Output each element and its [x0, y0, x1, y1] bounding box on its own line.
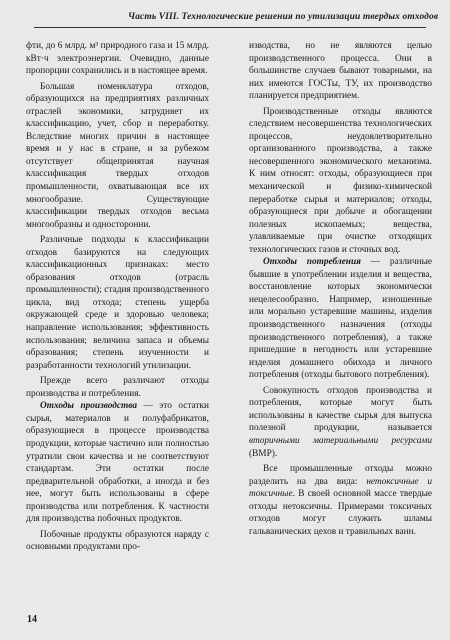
- term-secondary-resources: вторичными материальными ресурсами: [249, 435, 432, 446]
- paragraph: Различные подходы к классификации отходов базируются на следующих классификационных признаках: место образования отходов (отрасль промышленности); стадия производственного цикла, вид отхода; степень ущерба окружающей среде и здоровью человека; направление использования; эффективность использования; величина запаса и объемы образования; степень изученности и разработанности технологий утилизации.: [26, 235, 209, 371]
- paragraph: фти, до 6 млрд. м³ природного газа и 15 млрд. кВт·ч электроэнергии. Очевидно, данные пропорции сохранились и в настоящее время.: [26, 41, 209, 77]
- paragraph-production-waste: [26, 400, 209, 525]
- paragraph-secondary-resources: [249, 385, 432, 460]
- paragraph: Побочные продукты образуются наряду с основными продуктами про-: [26, 529, 209, 553]
- paragraph-text: Все промышленные отходы можно разделить на два вида:: [249, 464, 432, 487]
- term-consumption-waste: Отходы потребления: [263, 257, 361, 268]
- paragraph: изводства, но не являются целью производственного процесса. Они в большинстве случаев бывают товарными, на них имеются ГОСТы, ТУ, их производство планируется предприятием.: [249, 41, 432, 102]
- paragraph-waste-types: [249, 463, 432, 538]
- running-header: Часть VIII. Технологические решения по утилизации твердых отходов: [128, 12, 439, 22]
- paragraph: Прежде всего различают отходы производства и потребления.: [26, 376, 209, 399]
- header-rule: [34, 27, 426, 28]
- paragraph-text: — это остатки сырья, материалов и полуфабрикатов, образующиеся в процессе производства продукции, которые частично или полностью утратили свои качества и не соответствуют стандартам. Эти остатки после предварительной обработки, а иногда и без нее, могут быть использованы в сфере производства или потребления. К частности для производства побочных продуктов.: [26, 401, 209, 525]
- page-number: 14: [27, 614, 37, 625]
- right-column: [249, 40, 432, 538]
- paragraph-consumption-waste: [249, 256, 432, 381]
- left-column: [26, 40, 209, 554]
- paragraph: Производственные отходы являются следствием несовершенства технологических процессов, неудовлетворительно организованного производства, а также несовершенного экономического механизма. К ним относят: отходы, образующиеся при механической и физико-химической переработке сырья и материалов; отходы, образующиеся при добыче и обогащении полезных ископаемых; вещества, улавливаемые при очистке отходящих технологических газов и сточных вод.: [249, 106, 432, 255]
- paragraph-text: . В своей основной массе твердые отходы нетоксичны. Примерами токсичных отходов могут служить шламы гальванических цехов и травильных ванн.: [249, 489, 432, 537]
- term-toxicity: нетоксичные и токсичные: [249, 476, 432, 500]
- term-production-waste: Отходы производства: [40, 401, 137, 412]
- paragraph-text: — различные бывшие в употреблении изделия и вещества, восстановление которых экономически нецелесообразно. Например, изношенные или морально устаревшие машины, изделия производственного назначения (отходы производственного потребления), а также пришедшие в негодность или устаревшие изделия домашнего обихода и личного потребления (отходы бытового потребления).: [249, 257, 433, 381]
- paragraph-text: Совокупность отходов производства и потребления, которые могут быть использованы в качестве сырья для выпуска полезной продукции, называется: [249, 385, 432, 434]
- paragraph-text: (ВМР).: [249, 448, 278, 459]
- paragraph: Большая номенклатура отходов, образующихся на предприятиях различных отраслей экономики, затрудняет их классификацию, учет, сбор и переработку. Вследствие многих причин в настоящее время и у нас в стране, и за рубежом отсутствует общепринятая научная классификация твердых отходов промышленности, охватывающая все их многообразие. Существующие классификации твердых отходов весьма многообразны и односторонни.: [26, 81, 209, 230]
